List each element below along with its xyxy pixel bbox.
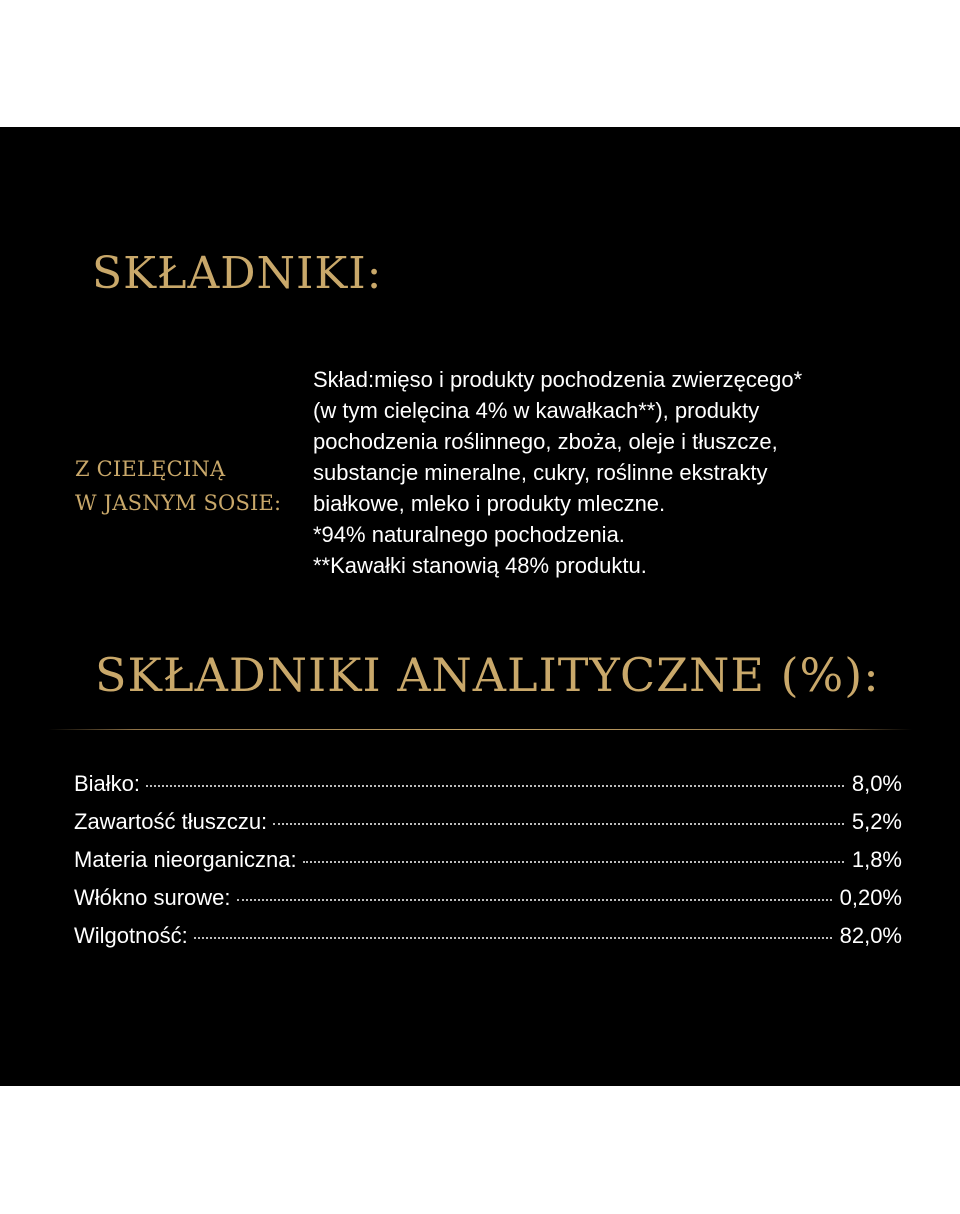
analytic-heading: SKŁADNIKI ANALITYCZNE (%): xyxy=(95,648,880,702)
composition-line: (w tym cielęcina 4% w kawałkach**), produkty xyxy=(313,398,760,423)
composition-line: Skład:mięso i produkty pochodzenia zwierzęcego* xyxy=(313,367,803,392)
ingredients-heading: SKŁADNIKI: xyxy=(92,248,383,299)
analytic-row xyxy=(74,809,902,847)
analytic-name: Białko: xyxy=(74,771,141,796)
variant-label-line-1: Z CIELĘCINĄ xyxy=(75,457,226,481)
analytic-value: 8,0% xyxy=(851,771,902,796)
dot-leader xyxy=(146,785,844,787)
dot-leader xyxy=(237,899,832,901)
composition-line: pochodzenia roślinnego, zboża, oleje i tłuszcze, xyxy=(313,429,778,454)
dot-leader xyxy=(303,861,844,863)
analytic-value: 1,8% xyxy=(851,847,902,872)
analytic-list xyxy=(74,771,902,961)
section-divider xyxy=(48,729,912,730)
analytic-value: 0,20% xyxy=(839,885,902,910)
analytic-row xyxy=(74,923,902,961)
dot-leader xyxy=(194,937,832,939)
analytic-row xyxy=(74,771,902,809)
analytic-name: Wilgotność: xyxy=(74,923,188,948)
analytic-name: Materia nieorganiczna: xyxy=(74,847,297,872)
composition-line: białkowe, mleko i produkty mleczne. xyxy=(313,491,666,516)
variant-label-line-2: W JASNYM SOSIE: xyxy=(75,491,282,515)
analytic-value: 5,2% xyxy=(851,809,902,834)
analytic-name: Włókno surowe: xyxy=(74,885,231,910)
dot-leader xyxy=(273,823,844,825)
composition-footnote: *94% naturalnego pochodzenia. xyxy=(313,522,625,547)
variant-label xyxy=(75,452,300,520)
composition-line: substancje mineralne, cukry, roślinne ekstrakty xyxy=(313,460,768,485)
composition-text xyxy=(313,364,933,581)
analytic-value: 82,0% xyxy=(839,923,902,948)
analytic-row xyxy=(74,847,902,885)
composition-footnote: **Kawałki stanowią 48% produktu. xyxy=(313,553,647,578)
analytic-name: Zawartość tłuszczu: xyxy=(74,809,268,834)
analytic-row xyxy=(74,885,902,923)
